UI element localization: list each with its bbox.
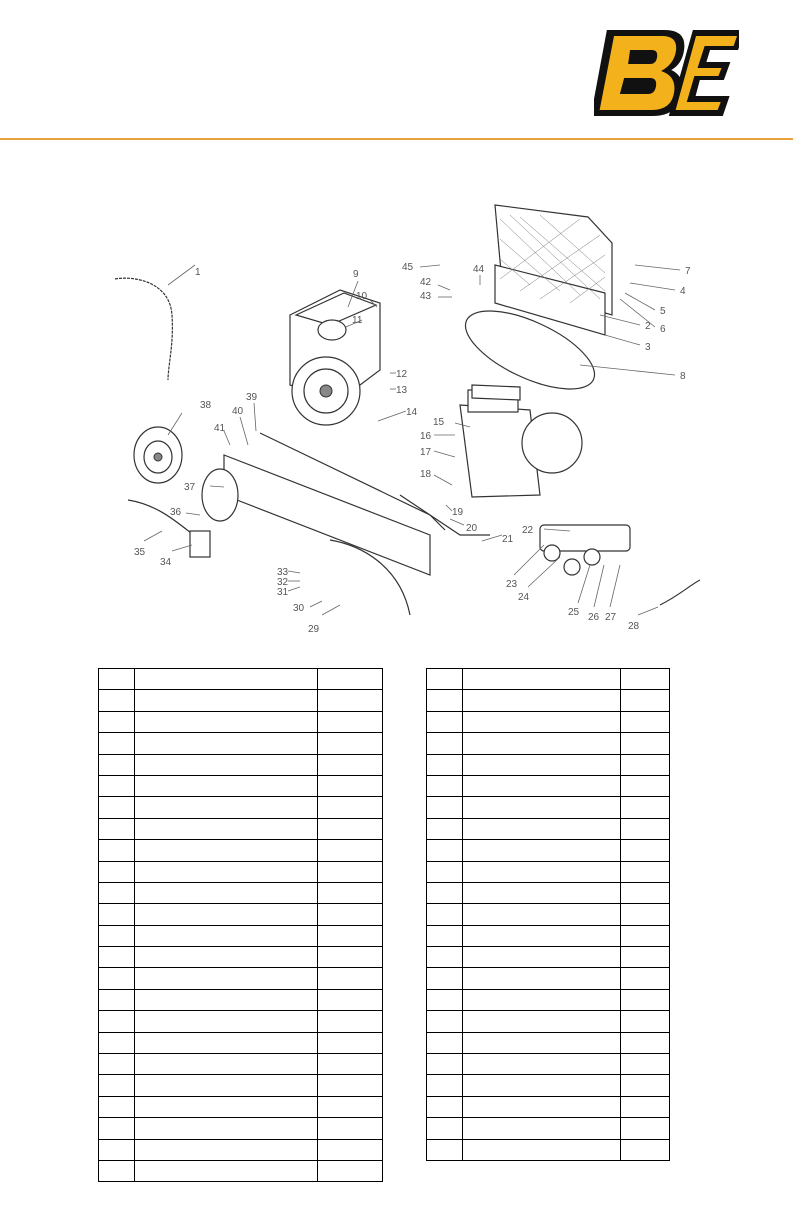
table-cell: [621, 1054, 670, 1075]
tank-part: [202, 433, 490, 615]
table-cell: [99, 861, 135, 882]
callout-label: 20: [466, 523, 478, 534]
table-cell: [135, 1160, 318, 1181]
callout-label: 1: [195, 267, 201, 278]
table-cell: [135, 861, 318, 882]
table-row: [99, 1096, 383, 1117]
callout-label: 26: [588, 612, 600, 623]
table-cell: [621, 861, 670, 882]
table-cell: [427, 882, 463, 903]
table-cell: [427, 861, 463, 882]
table-cell: [427, 1139, 463, 1160]
wheel-part: [134, 427, 182, 483]
table-cell: [427, 754, 463, 775]
table-cell: [99, 1118, 135, 1139]
table-cell: [135, 968, 318, 989]
table-cell: [621, 775, 670, 796]
table-cell: [318, 1160, 383, 1181]
table-cell: [427, 1011, 463, 1032]
table-cell: [135, 818, 318, 839]
pulley-part: [318, 320, 346, 340]
table-cell: [463, 861, 621, 882]
table-row: [427, 989, 670, 1010]
table-cell: [318, 840, 383, 861]
table-row: [427, 925, 670, 946]
table-cell: [427, 947, 463, 968]
callout-label: 3: [645, 342, 651, 353]
table-row: [99, 968, 383, 989]
callout-label: 23: [506, 579, 518, 590]
callout-label: 18: [420, 469, 432, 480]
table-cell: [463, 840, 621, 861]
table-cell: [135, 1032, 318, 1053]
table-row: [427, 947, 670, 968]
table-row: [99, 925, 383, 946]
table-row: [99, 818, 383, 839]
callout-label: 29: [308, 624, 320, 635]
table-cell: [621, 754, 670, 775]
table-cell: [318, 733, 383, 754]
callout-label: 11: [352, 315, 363, 326]
table-row: [427, 1118, 670, 1139]
table-cell: [621, 947, 670, 968]
table-cell: [99, 968, 135, 989]
table-cell: [318, 925, 383, 946]
table-cell: [427, 840, 463, 861]
table-row: [99, 861, 383, 882]
parts-table-left: [98, 668, 383, 1182]
callout-label: 13: [396, 385, 408, 396]
table-cell: [99, 711, 135, 732]
table-cell: [318, 690, 383, 711]
table-cell: [621, 968, 670, 989]
table-row: [427, 669, 670, 690]
table-cell: [135, 754, 318, 775]
table-cell: [135, 1118, 318, 1139]
table-cell: [427, 1054, 463, 1075]
callout-label: 36: [170, 507, 182, 518]
table-cell: [463, 947, 621, 968]
table-cell: [463, 818, 621, 839]
table-cell: [463, 882, 621, 903]
table-row: [99, 711, 383, 732]
callout-label: 6: [660, 324, 666, 335]
table-cell: [621, 690, 670, 711]
table-row: [99, 1118, 383, 1139]
callout-label: 34: [160, 557, 172, 568]
table-cell: [621, 1118, 670, 1139]
table-cell: [621, 1096, 670, 1117]
parts-table-body: [99, 669, 383, 1182]
table-cell: [135, 1096, 318, 1117]
table-cell: [427, 989, 463, 1010]
table-row: [99, 947, 383, 968]
table-cell: [135, 947, 318, 968]
table-cell: [135, 690, 318, 711]
table-row: [427, 861, 670, 882]
table-row: [99, 754, 383, 775]
table-cell: [463, 711, 621, 732]
table-row: [99, 1160, 383, 1181]
table-cell: [135, 840, 318, 861]
table-cell: [318, 1139, 383, 1160]
table-row: [427, 840, 670, 861]
callout-label: 5: [660, 306, 666, 317]
table-cell: [318, 1096, 383, 1117]
callout-label: 43: [420, 291, 432, 302]
table-cell: [463, 733, 621, 754]
table-cell: [621, 1032, 670, 1053]
table-cell: [318, 968, 383, 989]
table-cell: [463, 690, 621, 711]
callout-label: 7: [685, 266, 691, 277]
table-cell: [99, 925, 135, 946]
table-cell: [427, 818, 463, 839]
callout-label: 41: [214, 423, 226, 434]
table-cell: [621, 669, 670, 690]
table-cell: [135, 1011, 318, 1032]
table-cell: [135, 775, 318, 796]
table-cell: [318, 1054, 383, 1075]
table-cell: [427, 968, 463, 989]
table-cell: [99, 1139, 135, 1160]
table-cell: [427, 1032, 463, 1053]
table-cell: [318, 797, 383, 818]
callout-label: 25: [568, 607, 580, 618]
table-cell: [463, 1032, 621, 1053]
callout-label: 31: [277, 587, 289, 598]
table-cell: [318, 1118, 383, 1139]
callout-label: 28: [628, 621, 640, 632]
table-cell: [318, 669, 383, 690]
be-logo: [594, 22, 739, 124]
motor-part: [290, 290, 380, 425]
table-cell: [621, 1075, 670, 1096]
callout-label: 9: [353, 269, 359, 280]
table-cell: [621, 882, 670, 903]
callout-label: 40: [232, 406, 244, 417]
table-cell: [99, 690, 135, 711]
manifold-part: [540, 525, 630, 575]
table-cell: [463, 797, 621, 818]
table-row: [427, 904, 670, 925]
table-row: [427, 968, 670, 989]
table-cell: [427, 711, 463, 732]
table-cell: [621, 818, 670, 839]
table-cell: [463, 1075, 621, 1096]
callout-label: 19: [452, 507, 464, 518]
table-cell: [135, 904, 318, 925]
callout-label: 33: [277, 567, 289, 578]
table-cell: [99, 1075, 135, 1096]
table-cell: [99, 989, 135, 1010]
callout-label: 4: [680, 286, 686, 297]
callout-label: 14: [406, 407, 418, 418]
table-row: [427, 797, 670, 818]
table-cell: [135, 711, 318, 732]
table-cell: [621, 1011, 670, 1032]
table-row: [427, 1011, 670, 1032]
table-row: [427, 818, 670, 839]
table-cell: [99, 947, 135, 968]
table-row: [427, 711, 670, 732]
table-row: [99, 775, 383, 796]
table-row: [99, 882, 383, 903]
table-cell: [318, 711, 383, 732]
callout-label: 22: [522, 525, 534, 536]
table-row: [99, 669, 383, 690]
table-cell: [318, 989, 383, 1010]
table-cell: [135, 1054, 318, 1075]
hose-part: [114, 278, 172, 380]
table-row: [427, 1075, 670, 1096]
callout-label: 16: [420, 431, 432, 442]
table-cell: [427, 1075, 463, 1096]
table-row: [427, 754, 670, 775]
table-cell: [427, 925, 463, 946]
table-cell: [427, 690, 463, 711]
table-cell: [463, 1096, 621, 1117]
table-cell: [463, 1054, 621, 1075]
callout-label: 15: [433, 417, 445, 428]
table-cell: [427, 904, 463, 925]
table-cell: [463, 1011, 621, 1032]
table-cell: [318, 882, 383, 903]
table-row: [427, 1139, 670, 1160]
table-cell: [463, 669, 621, 690]
table-cell: [318, 818, 383, 839]
pump-part: [460, 385, 582, 497]
table-row: [427, 1032, 670, 1053]
table-row: [427, 733, 670, 754]
table-row: [99, 989, 383, 1010]
table-cell: [99, 840, 135, 861]
table-cell: [621, 904, 670, 925]
table-cell: [135, 882, 318, 903]
table-cell: [318, 754, 383, 775]
table-cell: [99, 1032, 135, 1053]
table-cell: [463, 754, 621, 775]
callout-label: 44: [473, 264, 485, 275]
table-cell: [99, 1054, 135, 1075]
table-cell: [99, 669, 135, 690]
table-cell: [318, 904, 383, 925]
table-cell: [99, 1096, 135, 1117]
callout-label: 45: [402, 262, 414, 273]
table-cell: [99, 882, 135, 903]
table-row: [99, 1032, 383, 1053]
table-cell: [463, 1118, 621, 1139]
callout-label: 10: [356, 291, 368, 302]
table-row: [99, 840, 383, 861]
table-cell: [135, 1139, 318, 1160]
table-row: [427, 775, 670, 796]
callout-label: 42: [420, 277, 432, 288]
table-cell: [99, 797, 135, 818]
callout-label: 8: [680, 371, 686, 382]
callout-label: 17: [420, 447, 432, 458]
table-cell: [427, 1096, 463, 1117]
table-cell: [318, 947, 383, 968]
table-cell: [463, 775, 621, 796]
table-row: [99, 1054, 383, 1075]
callout-label: 39: [246, 392, 258, 403]
table-cell: [463, 968, 621, 989]
table-cell: [463, 1139, 621, 1160]
callout-label: 38: [200, 400, 212, 411]
table-cell: [463, 925, 621, 946]
table-cell: [318, 1032, 383, 1053]
table-cell: [135, 669, 318, 690]
table-cell: [463, 904, 621, 925]
table-row: [99, 797, 383, 818]
table-cell: [621, 840, 670, 861]
table-row: [99, 1075, 383, 1096]
table-row: [427, 882, 670, 903]
table-row: [99, 1011, 383, 1032]
table-cell: [135, 797, 318, 818]
table-cell: [621, 989, 670, 1010]
table-cell: [99, 1160, 135, 1181]
table-cell: [99, 754, 135, 775]
table-cell: [99, 1011, 135, 1032]
table-cell: [427, 775, 463, 796]
table-cell: [135, 925, 318, 946]
table-cell: [427, 797, 463, 818]
table-cell: [621, 733, 670, 754]
callout-label: 21: [502, 534, 514, 545]
callout-label: 35: [134, 547, 146, 558]
callout-label: 27: [605, 612, 617, 623]
table-cell: [427, 1118, 463, 1139]
table-cell: [318, 1011, 383, 1032]
table-cell: [427, 733, 463, 754]
table-row: [99, 733, 383, 754]
hose-end-part: [660, 580, 700, 605]
table-cell: [427, 669, 463, 690]
exploded-parts-diagram: [100, 195, 793, 655]
table-cell: [318, 1075, 383, 1096]
table-cell: [99, 775, 135, 796]
table-row: [427, 1096, 670, 1117]
callout-label: 37: [184, 482, 196, 493]
table-row: [99, 1139, 383, 1160]
callout-label: 32: [277, 577, 289, 588]
parts-table-right: [426, 668, 670, 1161]
table-cell: [135, 1075, 318, 1096]
table-cell: [621, 925, 670, 946]
table-row: [427, 690, 670, 711]
table-cell: [99, 904, 135, 925]
table-cell: [318, 775, 383, 796]
callout-label: 30: [293, 603, 305, 614]
table-cell: [99, 818, 135, 839]
header-rule: [0, 138, 793, 140]
table-cell: [621, 711, 670, 732]
table-cell: [621, 797, 670, 818]
table-cell: [318, 861, 383, 882]
table-cell: [135, 989, 318, 1010]
table-row: [99, 904, 383, 925]
table-cell: [621, 1139, 670, 1160]
table-cell: [463, 989, 621, 1010]
table-cell: [135, 733, 318, 754]
table-cell: [99, 733, 135, 754]
callout-label: 2: [645, 321, 651, 332]
callout-label: 24: [518, 592, 530, 603]
table-row: [99, 690, 383, 711]
callout-label: 12: [396, 369, 408, 380]
table-row: [427, 1054, 670, 1075]
parts-table-body: [427, 669, 670, 1161]
